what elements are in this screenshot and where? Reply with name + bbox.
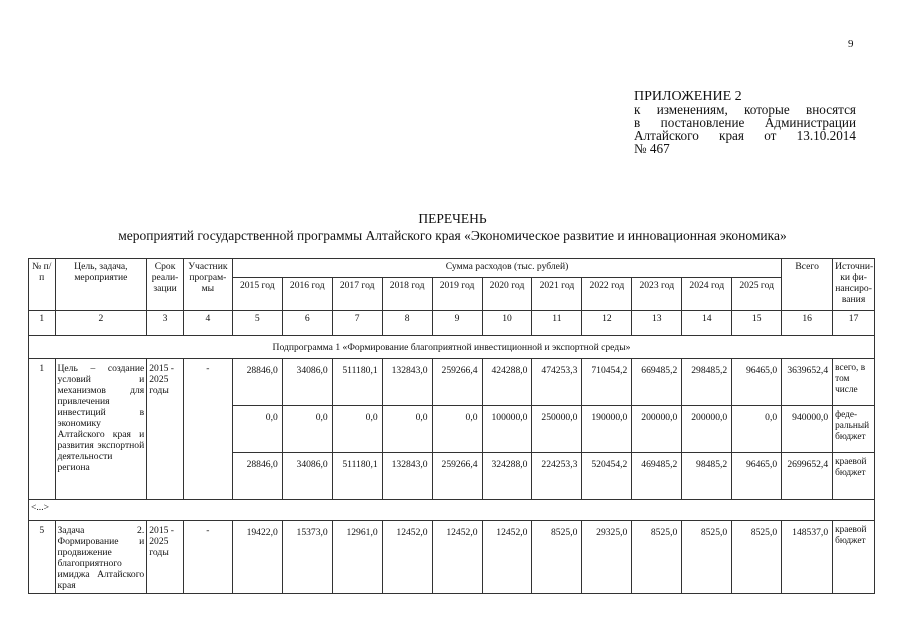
value-cell: 8525,0 [632, 521, 682, 594]
header-year: 2023 год [632, 278, 682, 311]
appendix-line: Алтайского края от 13.10.2014 [634, 128, 856, 143]
value-cell: 34086,0 [282, 359, 332, 406]
appendix-line: к изменениям, которые вносятся [634, 102, 856, 117]
document-heading [0, 210, 905, 244]
value-cell: 28846,0 [232, 453, 282, 500]
value-cell: 100000,0 [482, 406, 532, 453]
value-cell: 98485,2 [682, 453, 732, 500]
value-cell: 259266,4 [432, 359, 482, 406]
header-year: 2021 год [532, 278, 582, 311]
header-goal: Цель, задача, мероприятие [55, 259, 147, 311]
col-number: 6 [282, 311, 332, 336]
value-cell: 324288,0 [482, 453, 532, 500]
value-cell: 669485,2 [632, 359, 682, 406]
header-term: Срок реали-зации [147, 259, 184, 311]
total-cell: 148537,0 [782, 521, 833, 594]
value-cell: 96465,0 [732, 359, 782, 406]
value-cell: 250000,0 [532, 406, 582, 453]
header-year: 2016 год [282, 278, 332, 311]
document-title: ПЕРЕЧЕНЬ [418, 211, 487, 226]
value-cell: 474253,3 [532, 359, 582, 406]
total-cell: 3639652,4 [782, 359, 833, 406]
value-cell: 0,0 [282, 406, 332, 453]
col-number: 17 [833, 311, 875, 336]
value-cell: 28846,0 [232, 359, 282, 406]
row-participant: - [183, 521, 232, 594]
value-cell: 511180,1 [332, 359, 382, 406]
header-sources: Источни-ки фи-нансиро-вания [833, 259, 875, 311]
value-cell: 132843,0 [382, 453, 432, 500]
col-number: 16 [782, 311, 833, 336]
value-cell: 190000,0 [582, 406, 632, 453]
col-number: 11 [532, 311, 582, 336]
value-cell: 710454,2 [582, 359, 632, 406]
col-number: 7 [332, 311, 382, 336]
value-cell: 0,0 [232, 406, 282, 453]
page-number: 9 [848, 38, 854, 50]
row-goal: Задача 2. Формирование и продвижение благоприятного имиджа Алтайского края [55, 521, 147, 594]
appendix-line: № 467 [634, 141, 670, 156]
col-number: 1 [29, 311, 56, 336]
total-cell: 940000,0 [782, 406, 833, 453]
col-number: 14 [682, 311, 732, 336]
col-number: 12 [582, 311, 632, 336]
value-cell: 469485,2 [632, 453, 682, 500]
value-cell: 12452,0 [482, 521, 532, 594]
col-number: 15 [732, 311, 782, 336]
row-number: 5 [29, 521, 56, 594]
value-cell: 29325,0 [582, 521, 632, 594]
total-cell: 2699652,4 [782, 453, 833, 500]
value-cell: 12961,0 [332, 521, 382, 594]
header-year: 2017 год [332, 278, 382, 311]
col-number: 9 [432, 311, 482, 336]
header-year: 2019 год [432, 278, 482, 311]
source-cell: феде-ральный бюджет [833, 406, 875, 453]
header-year: 2015 год [232, 278, 282, 311]
value-cell: 15373,0 [282, 521, 332, 594]
value-cell: 96465,0 [732, 453, 782, 500]
value-cell: 298485,2 [682, 359, 732, 406]
document-subtitle: мероприятий государственной программы Алтайского края «Экономическое развитие и инновационная экономика» [118, 228, 787, 243]
header-year: 2022 год [582, 278, 632, 311]
value-cell: 424288,0 [482, 359, 532, 406]
omitted-rows-marker: <...> [29, 500, 875, 521]
measures-table [28, 258, 875, 594]
value-cell: 132843,0 [382, 359, 432, 406]
source-cell: краевой бюджет [833, 453, 875, 500]
col-number: 10 [482, 311, 532, 336]
value-cell: 8525,0 [732, 521, 782, 594]
row-participant: - [183, 359, 232, 500]
value-cell: 224253,3 [532, 453, 582, 500]
value-cell: 8525,0 [682, 521, 732, 594]
col-number: 4 [183, 311, 232, 336]
value-cell: 19422,0 [232, 521, 282, 594]
value-cell: 0,0 [432, 406, 482, 453]
row-number: 1 [29, 359, 56, 500]
header-year: 2024 год [682, 278, 732, 311]
appendix-line: в постановление Администрации [634, 115, 856, 130]
header-year: 2025 год [732, 278, 782, 311]
value-cell: 259266,4 [432, 453, 482, 500]
value-cell: 34086,0 [282, 453, 332, 500]
value-cell: 0,0 [382, 406, 432, 453]
value-cell: 200000,0 [682, 406, 732, 453]
header-participant: Участник програм-мы [183, 259, 232, 311]
source-cell: краевой бюджет [833, 521, 875, 594]
value-cell: 12452,0 [432, 521, 482, 594]
header-expenses: Сумма расходов (тыс. рублей) [232, 259, 781, 278]
row-term: 2015 - 2025 годы [147, 359, 184, 500]
header-year: 2020 год [482, 278, 532, 311]
value-cell: 8525,0 [532, 521, 582, 594]
appendix-title: ПРИЛОЖЕНИЕ 2 [634, 89, 742, 104]
col-number: 2 [55, 311, 147, 336]
value-cell: 0,0 [732, 406, 782, 453]
value-cell: 12452,0 [382, 521, 432, 594]
header-total: Всего [782, 259, 833, 311]
value-cell: 511180,1 [332, 453, 382, 500]
subprogram-title: Подпрограмма 1 «Формирование благоприятной инвестиционной и экспортной среды» [29, 336, 875, 359]
col-number: 8 [382, 311, 432, 336]
col-number: 3 [147, 311, 184, 336]
header-num: № п/п [29, 259, 56, 311]
col-number: 5 [232, 311, 282, 336]
row-goal: Цель – создание условий и механизмов для привлечения инвестиций в экономику Алтайского края и развития экспортной деятельности региона [55, 359, 147, 500]
col-number: 13 [632, 311, 682, 336]
value-cell: 0,0 [332, 406, 382, 453]
appendix-block [634, 90, 856, 155]
value-cell: 520454,2 [582, 453, 632, 500]
source-cell: всего, в том числе [833, 359, 875, 406]
header-year: 2018 год [382, 278, 432, 311]
row-term: 2015 - 2025 годы [147, 521, 184, 594]
value-cell: 200000,0 [632, 406, 682, 453]
